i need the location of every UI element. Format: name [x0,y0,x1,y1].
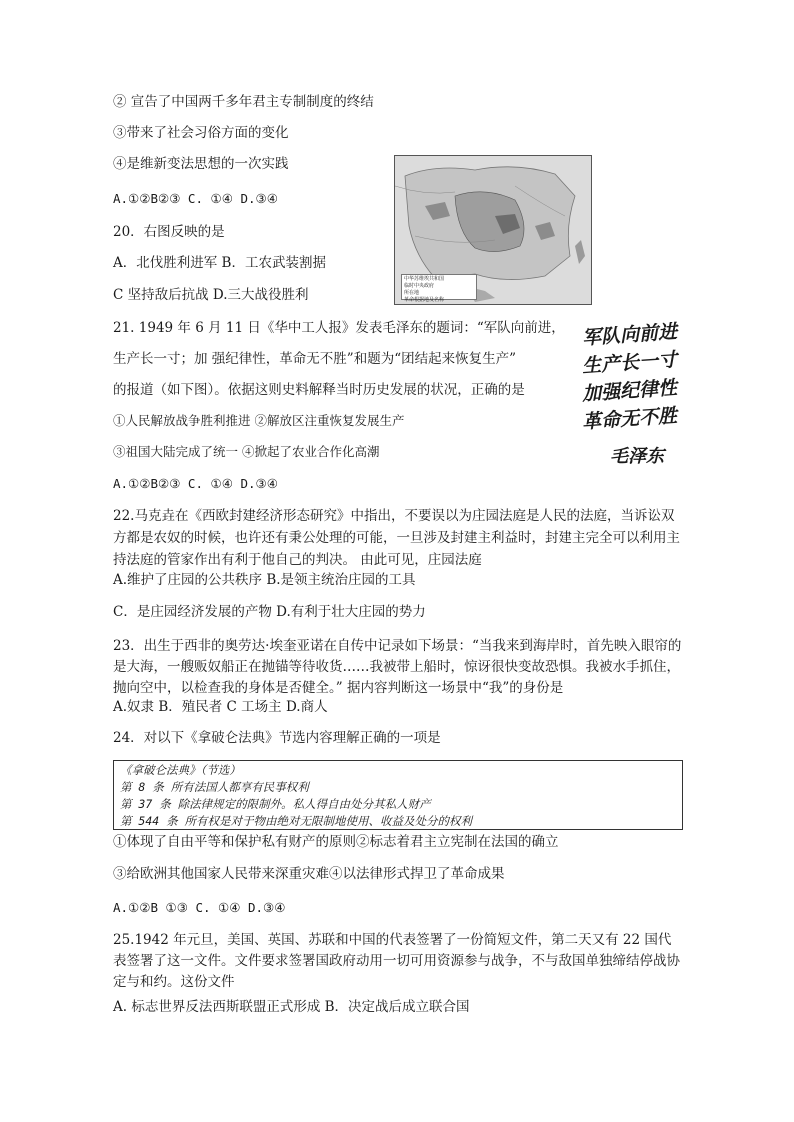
q20-map-figure [394,155,592,305]
q21-line-2: 生产长一寸；加 强纪律性，革命无不胜”和题为“团结起来恢复生产” [113,351,516,367]
code-article-8: 第 8 条 所有法国人都享有民事权利 [120,780,309,794]
q21-line-3: 的报道（如下图）。依据这则史料解释当时历史发展的状况，正确的是 [113,382,525,398]
q21-options-12: ①人民解放战争胜利推进 ②解放区注重恢复发展生产 [113,413,405,428]
q23-choices: A.奴隶 B．殖民者 C 工场主 D.商人 [113,699,328,715]
q19-option-3: ③带来了社会习俗方面的变化 [113,125,289,141]
legend-line-2: 临时中央政府 [404,283,435,289]
q19-option-2: ② 宣告了中国两千多年君主专制制度的终结 [113,94,374,110]
calligraphy-line-3: 加强纪律性 [581,376,678,406]
calligraphy-line-2: 生产长一寸 [581,348,678,378]
q21-calligraphy-image [576,318,680,472]
legend-line-1: 中华苏维埃共和国 [404,276,445,282]
map-legend [401,274,477,303]
code-article-37: 第 37 条 除法律规定的限制外。私人得自由处分其私人财产 [120,797,431,811]
code-title: 《拿破仑法典》（节选） [120,763,241,777]
code-article-544: 第 544 条 所有权是对于物由绝对无限制地使用、收益及处分的权利 [120,814,473,828]
q20-choices-ab: A．北伐胜利进军 B．工农武装割据 [113,255,326,271]
q24-options-34: ③给欧洲其他国家人民带来深重灾难④以法律形式捍卫了革命成果 [113,866,505,882]
q21-line-1: 21. 1949 年 6 月 11 日《华中工人报》发表毛泽东的题词：“军队向前进， [113,320,565,336]
q19-option-4: ④是维新变法思想的一次实践 [113,156,289,172]
q20-stem: 20．右图反映的是 [113,224,225,240]
q22-stem: 22.马克垚在《西欧封建经济形态研究》中指出，不要误以为庄园法庭是人民的法庭，当诉讼双方都是农奴的时候，也许还有秉公处理的可能，一旦涉及封建主利益时，封建主完全可以利用主持法庭的管家作出有利于他自己的判决。 由此可见，庄园法庭 [113,508,680,568]
q21-options-34: ③祖国大陆完成了统一 ④掀起了农业合作化高潮 [113,444,380,459]
legend-line-3: 所在地 [404,290,420,296]
q21-choices: A.①②B②③ C. ①④ D.③④ [113,476,278,491]
calligraphy-line-1: 军队向前进 [581,320,678,350]
q24-stem: 24．对以下《拿破仑法典》节选内容理解正确的一项是 [113,730,441,746]
q24-choices: A.①②B ①③ C. ①④ D.③④ [113,900,286,915]
calligraphy-signature: 毛泽东 [610,446,664,467]
q25-stem: 25.1942 年元旦，美国、英国、苏联和中国的代表签署了一份简短文件，第二天又有 22 国代表签署了这一文件。文件要求签署国政府动用一切可用资源参与战争，不与敌国单独缔结停战协定与和约。这份文件 [113,932,680,990]
q19-choices: A.①②B②③ C. ①④ D.③④ [113,191,278,206]
q24-code-excerpt-box [113,760,683,830]
q25-choices-ab: A. 标志世界反法西斯联盟正式形成 B．决定战后成立联合国 [113,999,470,1015]
q24-options-12: ①体现了自由平等和保护私有财产的原则②标志着君主立宪制在法国的确立 [113,834,559,850]
q23-stem: 23．出生于西非的奥劳达·埃奎亚诺在自传中记录如下场景：“当我来到海岸时，首先映入眼帘的是大海，一艘贩奴船正在抛锚等待收货……我被带上船时，惊讶很快变故恐惧。我被水手抓住，抛向空中，以检查我的身体是否健全。” 据内容判断这一场景中“我”的身份是 [113,638,682,696]
q22-choices-ab: A.维护了庄园的公共秩序 B.是领主统治庄园的工具 [113,572,416,588]
calligraphy-line-4: 革命无不胜 [581,404,678,434]
q22-choices-cd: C．是庄园经济发展的产物 D.有利于壮大庄园的势力 [113,604,426,620]
q20-choices-cd: C 坚持敌后抗战 D.三大战役胜利 [113,287,309,303]
legend-line-4: 革命根据地及名称 [404,297,445,303]
